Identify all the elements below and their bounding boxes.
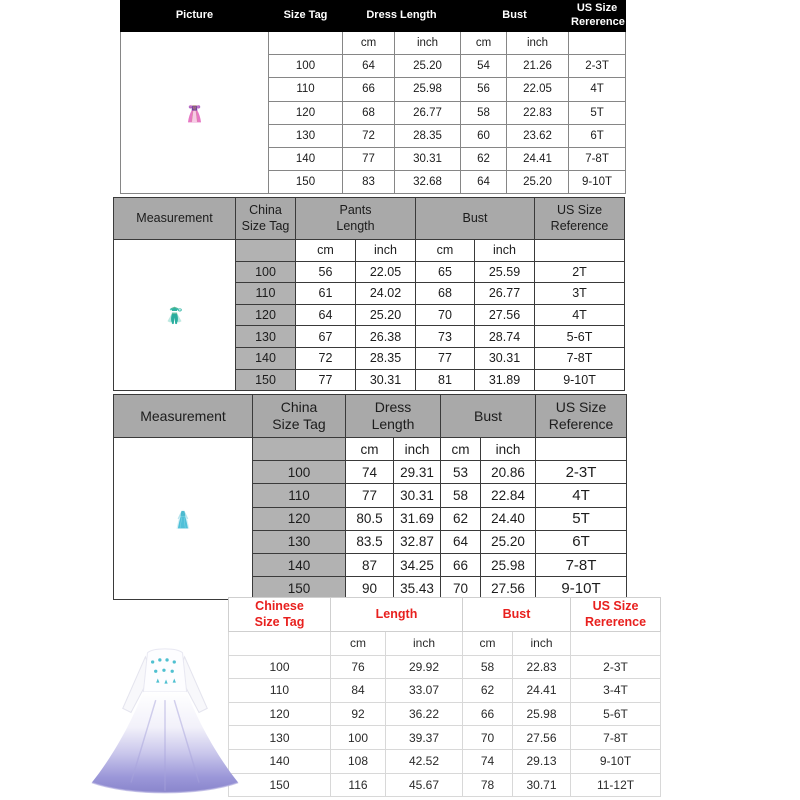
us-size-cell: 3-4T	[571, 679, 661, 703]
us-size-cell: 4T	[536, 484, 627, 507]
measurement-value-cell: 23.62	[507, 124, 569, 147]
measurement-value-cell: 83.5	[346, 530, 394, 553]
empty-cell	[535, 240, 625, 262]
column-header	[536, 395, 627, 438]
us-size-cell: 5T	[536, 507, 627, 530]
column-header	[569, 1, 626, 32]
column-header-label: Measurement	[140, 407, 226, 424]
unit-label: cm	[416, 240, 475, 262]
size-tag-cell: 130	[236, 326, 296, 348]
measurement-value-cell: 77	[416, 347, 475, 369]
unit-label: inch	[513, 632, 571, 656]
empty-cell	[571, 632, 661, 656]
column-header-label: US Size Rererence	[571, 2, 625, 28]
size-tag-cell: 110	[236, 283, 296, 305]
column-header-label: Dress Length	[371, 398, 415, 432]
unit-label: inch	[475, 240, 535, 262]
size-tag-cell: 100	[269, 55, 343, 78]
column-header-label: China Size Tag	[272, 398, 326, 432]
measurement-value-cell: 100	[331, 726, 386, 750]
elsa-blue-dress-graphic	[114, 508, 252, 530]
size-tag-cell: 150	[253, 577, 346, 600]
elsa-blue-dress-image	[114, 438, 253, 600]
measurement-value-cell: 64	[296, 304, 356, 326]
measurement-value-cell: 22.84	[481, 484, 536, 507]
column-header	[114, 395, 253, 438]
size-tag-cell: 100	[229, 655, 331, 679]
measurement-value-cell: 25.59	[475, 261, 535, 283]
measurement-value-cell: 66	[441, 553, 481, 576]
measurement-value-cell: 70	[416, 304, 475, 326]
measurement-value-cell: 70	[463, 726, 513, 750]
us-size-cell: 9-10T	[571, 749, 661, 773]
rapunzel-purple-pink-dress-image	[121, 32, 269, 194]
size-tag-cell: 130	[253, 530, 346, 553]
unit-label: cm	[346, 438, 394, 461]
size-tag-cell: 110	[229, 679, 331, 703]
column-header-label: Bust	[502, 606, 531, 621]
column-header	[331, 598, 463, 632]
measurement-value-cell: 66	[463, 702, 513, 726]
column-header	[346, 395, 441, 438]
jasmine-teal-costume-image	[114, 240, 236, 391]
measurement-value-cell: 24.41	[507, 147, 569, 170]
rapunzel-size-table	[120, 0, 626, 194]
column-header	[416, 198, 535, 240]
us-size-cell: 2T	[535, 261, 625, 283]
us-size-cell: 4T	[569, 78, 626, 101]
jasmine-size-table	[113, 197, 625, 391]
measurement-value-cell: 26.38	[356, 326, 416, 348]
unit-label: cm	[331, 632, 386, 656]
measurement-value-cell: 66	[343, 78, 395, 101]
size-tag-cell: 100	[236, 261, 296, 283]
measurement-value-cell: 28.74	[475, 326, 535, 348]
column-header-label: US Size Rererence	[584, 598, 647, 629]
measurement-value-cell: 67	[296, 326, 356, 348]
measurement-value-cell: 35.43	[394, 577, 441, 600]
measurement-value-cell: 29.92	[386, 655, 463, 679]
measurement-value-cell: 56	[296, 261, 356, 283]
unit-label: inch	[394, 438, 441, 461]
measurement-value-cell: 24.40	[481, 507, 536, 530]
empty-cell	[569, 32, 626, 55]
column-header	[461, 1, 569, 32]
measurement-value-cell: 21.26	[507, 55, 569, 78]
us-size-cell: 6T	[536, 530, 627, 553]
us-size-cell: 4T	[535, 304, 625, 326]
column-header	[229, 598, 331, 632]
measurement-value-cell: 30.31	[475, 347, 535, 369]
column-header-label: Picture	[175, 9, 214, 22]
measurement-value-cell: 26.77	[395, 101, 461, 124]
measurement-value-cell: 78	[463, 773, 513, 797]
measurement-value-cell: 72	[343, 124, 395, 147]
measurement-value-cell: 116	[331, 773, 386, 797]
measurement-value-cell: 24.41	[513, 679, 571, 703]
measurement-value-cell: 83	[343, 171, 395, 194]
us-size-cell: 2-3T	[569, 55, 626, 78]
column-header-label: Bust	[462, 210, 488, 225]
us-size-cell: 9-10T	[535, 369, 625, 391]
measurement-value-cell: 54	[461, 55, 507, 78]
size-tag-cell: 150	[229, 773, 331, 797]
column-header-label: Bust	[502, 9, 527, 22]
unit-label: inch	[481, 438, 536, 461]
unit-label: cm	[441, 438, 481, 461]
elsa-blue-size-table	[113, 394, 627, 600]
measurement-value-cell: 77	[296, 369, 356, 391]
measurement-value-cell: 72	[296, 347, 356, 369]
size-tag-cell: 110	[269, 78, 343, 101]
measurement-value-cell: 25.20	[356, 304, 416, 326]
measurement-value-cell: 84	[331, 679, 386, 703]
size-tag-cell: 110	[253, 484, 346, 507]
column-header-label: Pants Length	[336, 202, 375, 233]
empty-cell	[253, 438, 346, 461]
column-header	[269, 1, 343, 32]
column-header-label: Length	[375, 606, 418, 621]
measurement-value-cell: 27.56	[475, 304, 535, 326]
measurement-value-cell: 81	[416, 369, 475, 391]
elsa-white-purple-dress-image	[86, 628, 244, 798]
column-header	[121, 1, 269, 32]
unit-label: cm	[463, 632, 513, 656]
measurement-value-cell: 34.25	[394, 553, 441, 576]
unit-label: cm	[296, 240, 356, 262]
size-tag-cell: 130	[229, 726, 331, 750]
measurement-value-cell: 77	[343, 147, 395, 170]
measurement-value-cell: 25.98	[513, 702, 571, 726]
measurement-value-cell: 27.56	[481, 577, 536, 600]
measurement-value-cell: 29.31	[394, 461, 441, 484]
column-header	[114, 198, 236, 240]
size-tag-cell: 140	[229, 749, 331, 773]
unit-label: inch	[356, 240, 416, 262]
elsa-white-dress-graphic	[86, 628, 244, 798]
jasmine-costume-graphic	[114, 305, 235, 326]
us-size-cell: 5T	[569, 101, 626, 124]
measurement-value-cell: 36.22	[386, 702, 463, 726]
unit-label: cm	[461, 32, 507, 55]
measurement-value-cell: 45.67	[386, 773, 463, 797]
measurement-value-cell: 64	[343, 55, 395, 78]
measurement-value-cell: 30.31	[395, 147, 461, 170]
measurement-value-cell: 58	[461, 101, 507, 124]
measurement-value-cell: 32.87	[394, 530, 441, 553]
elsa-white-size-table	[228, 597, 661, 797]
column-header-label: Bust	[474, 407, 503, 424]
column-header	[535, 198, 625, 240]
measurement-value-cell: 58	[441, 484, 481, 507]
measurement-value-cell: 77	[346, 484, 394, 507]
empty-cell	[236, 240, 296, 262]
us-size-cell: 2-3T	[571, 655, 661, 679]
column-header	[343, 1, 461, 32]
column-header	[571, 598, 661, 632]
rapunzel-dress-graphic	[121, 102, 268, 124]
us-size-cell: 7-8T	[571, 726, 661, 750]
measurement-value-cell: 64	[461, 171, 507, 194]
measurement-value-cell: 31.69	[394, 507, 441, 530]
measurement-value-cell: 68	[343, 101, 395, 124]
measurement-value-cell: 65	[416, 261, 475, 283]
measurement-value-cell: 25.20	[507, 171, 569, 194]
size-tag-cell: 150	[269, 171, 343, 194]
measurement-value-cell: 53	[441, 461, 481, 484]
size-tag-cell: 130	[269, 124, 343, 147]
measurement-value-cell: 29.13	[513, 749, 571, 773]
measurement-value-cell: 42.52	[386, 749, 463, 773]
size-tag-cell: 100	[253, 461, 346, 484]
measurement-value-cell: 58	[463, 655, 513, 679]
size-tag-cell: 120	[253, 507, 346, 530]
column-header	[253, 395, 346, 438]
measurement-value-cell: 30.71	[513, 773, 571, 797]
measurement-value-cell: 20.86	[481, 461, 536, 484]
measurement-value-cell: 70	[441, 577, 481, 600]
us-size-cell: 9-10T	[536, 577, 627, 600]
measurement-value-cell: 25.20	[481, 530, 536, 553]
us-size-cell: 2-3T	[536, 461, 627, 484]
us-size-cell: 7-8T	[535, 347, 625, 369]
measurement-value-cell: 74	[346, 461, 394, 484]
measurement-value-cell: 26.77	[475, 283, 535, 305]
measurement-value-cell: 24.02	[356, 283, 416, 305]
column-header-label: China Size Tag	[241, 202, 290, 233]
measurement-value-cell: 28.35	[395, 124, 461, 147]
size-tag-cell: 150	[236, 369, 296, 391]
measurement-value-cell: 33.07	[386, 679, 463, 703]
size-tag-cell: 120	[269, 101, 343, 124]
column-header	[296, 198, 416, 240]
measurement-value-cell: 61	[296, 283, 356, 305]
measurement-value-cell: 76	[331, 655, 386, 679]
us-size-cell: 5-6T	[535, 326, 625, 348]
unit-label: cm	[343, 32, 395, 55]
measurement-value-cell: 60	[461, 124, 507, 147]
measurement-value-cell: 31.89	[475, 369, 535, 391]
measurement-value-cell: 74	[463, 749, 513, 773]
measurement-value-cell: 73	[416, 326, 475, 348]
column-header	[441, 395, 536, 438]
us-size-cell: 5-6T	[571, 702, 661, 726]
measurement-value-cell: 90	[346, 577, 394, 600]
column-header-label: US Size Reference	[550, 202, 609, 233]
measurement-value-cell: 64	[441, 530, 481, 553]
measurement-value-cell: 32.68	[395, 171, 461, 194]
us-size-cell: 9-10T	[569, 171, 626, 194]
column-header-label: US Size Reference	[548, 398, 614, 432]
measurement-value-cell: 80.5	[346, 507, 394, 530]
column-header	[236, 198, 296, 240]
size-tag-cell: 140	[269, 147, 343, 170]
measurement-value-cell: 92	[331, 702, 386, 726]
column-header-label: Measurement	[136, 210, 213, 225]
measurement-value-cell: 56	[461, 78, 507, 101]
measurement-value-cell: 62	[463, 679, 513, 703]
measurement-value-cell: 25.98	[395, 78, 461, 101]
empty-cell	[536, 438, 627, 461]
unit-label: inch	[395, 32, 461, 55]
measurement-value-cell: 87	[346, 553, 394, 576]
measurement-value-cell: 22.83	[513, 655, 571, 679]
measurement-value-cell: 22.83	[507, 101, 569, 124]
column-header-label: Dress Length	[366, 9, 437, 22]
column-header-label: Size Tag	[283, 9, 328, 22]
size-tag-cell: 140	[236, 347, 296, 369]
unit-label: inch	[386, 632, 463, 656]
us-size-cell: 7-8T	[569, 147, 626, 170]
measurement-value-cell: 68	[416, 283, 475, 305]
measurement-value-cell: 28.35	[356, 347, 416, 369]
measurement-value-cell: 108	[331, 749, 386, 773]
measurement-value-cell: 22.05	[356, 261, 416, 283]
unit-label: inch	[507, 32, 569, 55]
measurement-value-cell: 62	[461, 147, 507, 170]
measurement-value-cell: 39.37	[386, 726, 463, 750]
column-header-label: Chinese Size Tag	[254, 598, 305, 629]
us-size-cell: 6T	[569, 124, 626, 147]
measurement-value-cell: 22.05	[507, 78, 569, 101]
measurement-value-cell: 25.98	[481, 553, 536, 576]
size-tag-cell: 120	[236, 304, 296, 326]
size-tag-cell: 120	[229, 702, 331, 726]
measurement-value-cell: 30.31	[394, 484, 441, 507]
us-size-cell: 7-8T	[536, 553, 627, 576]
size-tag-cell: 140	[253, 553, 346, 576]
measurement-value-cell: 62	[441, 507, 481, 530]
measurement-value-cell: 30.31	[356, 369, 416, 391]
us-size-cell: 11-12T	[571, 773, 661, 797]
measurement-value-cell: 27.56	[513, 726, 571, 750]
measurement-value-cell: 25.20	[395, 55, 461, 78]
empty-cell	[269, 32, 343, 55]
us-size-cell: 3T	[535, 283, 625, 305]
column-header	[463, 598, 571, 632]
